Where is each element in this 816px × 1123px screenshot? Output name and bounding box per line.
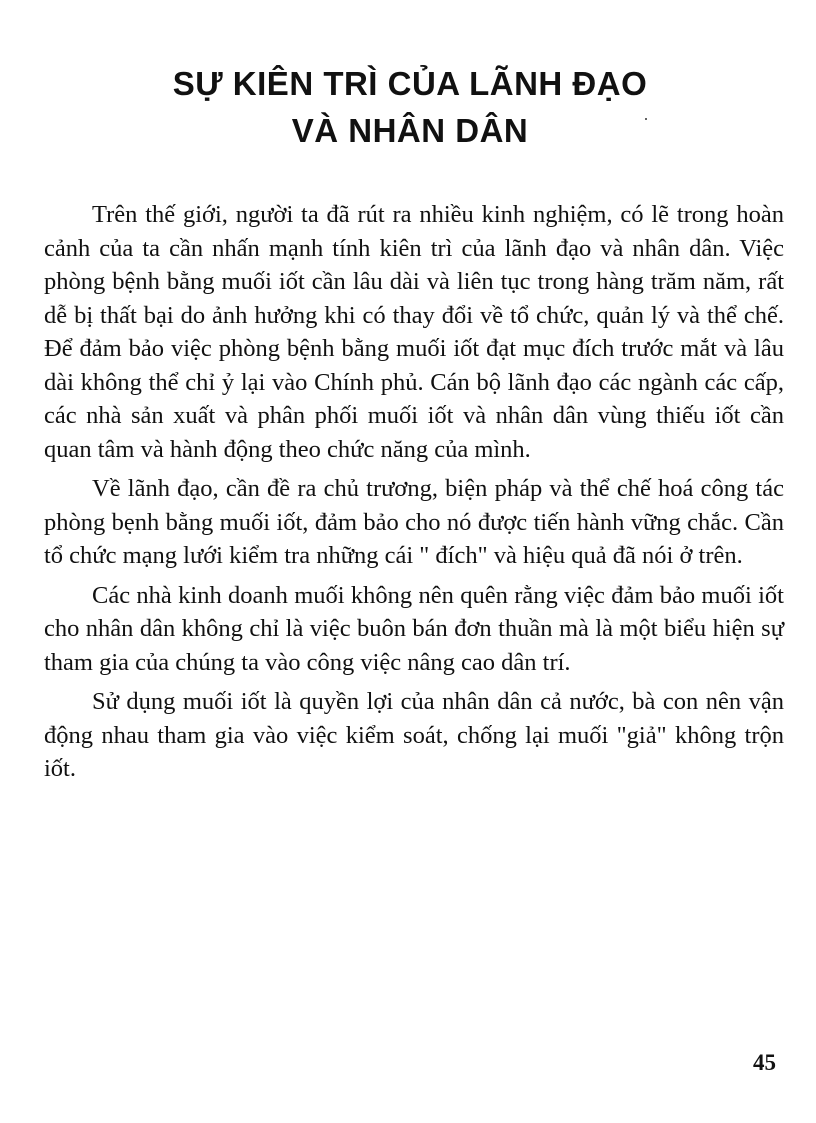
paragraph-3: Các nhà kinh doanh muối không nên quên rằng việc đảm bảo muối iốt cho nhân dân không chỉ là việc buôn bán đơn thuần mà là một biểu hiện sự tham gia của chúng ta vào công việc nâng cao dân trí. [44,581,784,676]
body-text [44,198,784,786]
page-title [60,60,760,154]
paragraph-1: Trên thế giới, người ta đã rút ra nhiều kinh nghiệm, có lẽ trong hoàn cảnh của ta cần nhấn mạnh tính kiên trì của lãnh đạo và nhân dân. Việc phòng bệnh bằng muối iốt cần lâu dài và liên tục trong hàng trăm năm, rất dễ bị thất bại do ảnh hưởng khi có thay đổi về tổ chức, quản lý và thể chế. Để đảm bảo việc phòng bệnh bằng muối iốt đạt mục đích trước mắt và lâu dài không thể chỉ ỷ lại vào Chính phủ. Cán bộ lãnh đạo các ngành các cấp, các nhà sản xuất và phân phối muối iốt và nhân dân vùng thiếu iốt cần quan tâm và hành động theo chức năng của mình. [44,201,784,463]
page-number: 45 [753,1050,776,1075]
paragraph-4: Sử dụng muối iốt là quyền lợi của nhân dân cả nước, bà con nên vận động nhau tham gia vào việc kiểm soát, chống lại muối "giả" không trộn iốt. [44,688,784,782]
scan-speck [645,118,647,120]
title-line-1: SỰ KIÊN TRÌ CỦA LÃNH ĐẠO [172,65,648,102]
title-line-2: VÀ NHÂN DÂN [291,112,529,149]
paragraph-2: Về lãnh đạo, cần đề ra chủ trương, biện pháp và thể chế hoá công tác phòng bẹnh bằng muối iốt, đảm bảo cho nó được tiến hành vững chắc. Cần tổ chức mạng lưới kiểm tra những cái " đích" và hiệu quả đã nói ở trên. [44,475,784,569]
